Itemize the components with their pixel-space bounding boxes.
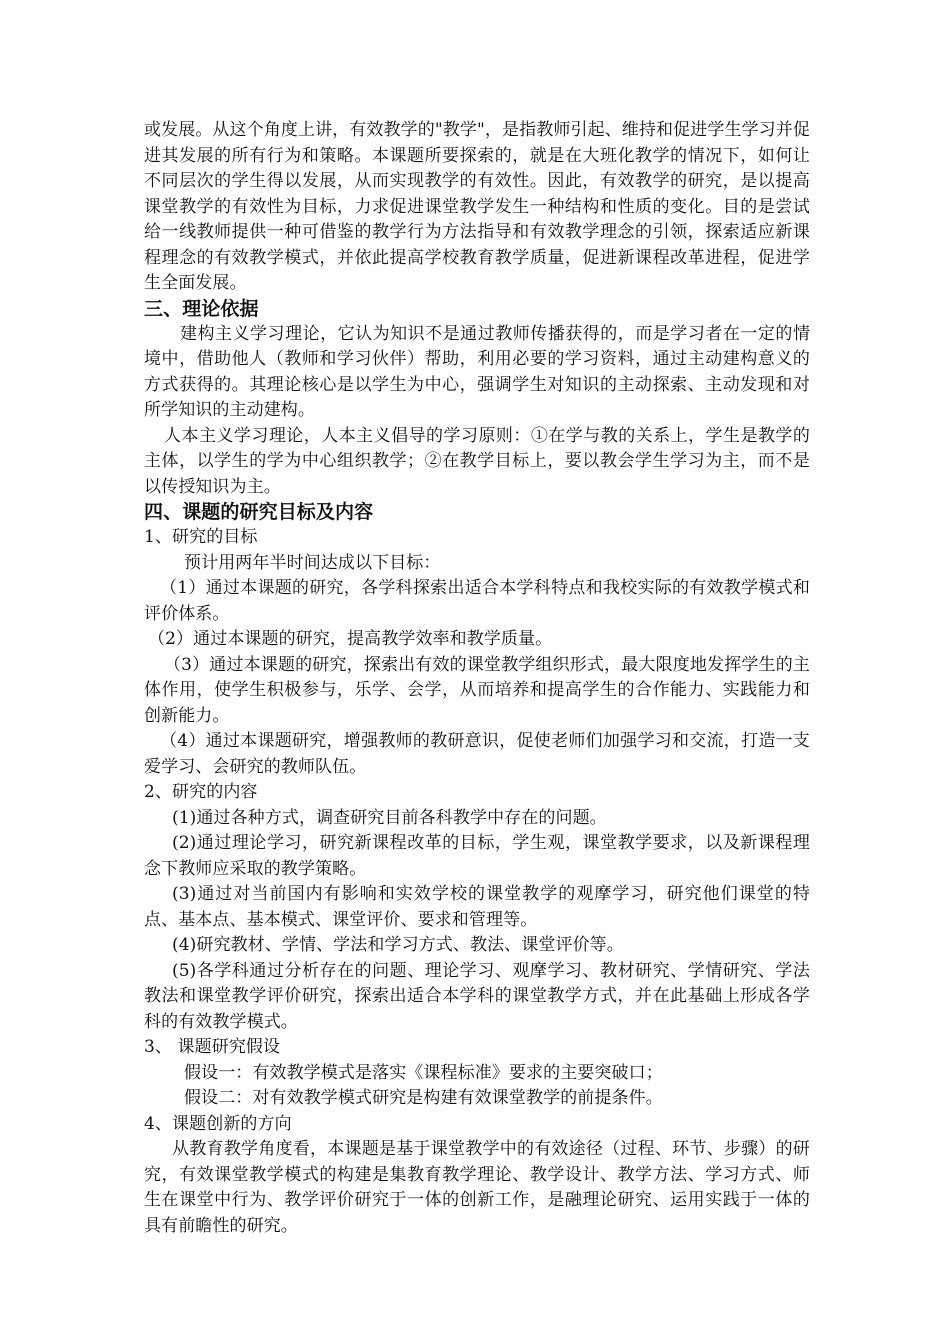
content-item: (3)通过对当前国内有影响和实效学校的课堂教学的观摩学习，研究他们课堂的特点、基本点、基本模式、课堂评价、要求和管理等。	[144, 884, 810, 930]
content-item: (1)通过各种方式，调查研究目前各科教学中存在的问题。	[172, 807, 607, 828]
hypothesis-item: 假设一：有效教学模式是落实《课程标准》要求的主要突破口；	[184, 1062, 663, 1083]
subsection-title-content: 2、研究的内容	[144, 782, 258, 802]
subsection-title-goals: 1、研究的目标	[144, 527, 258, 547]
innovation-paragraph: 从教育教学角度看，本课题是基于课堂教学中的有效途径（过程、环节、步骤）的研究，有效课堂教学模式的构建是集教育教学理论、教学设计、教学方法、学习方式、师生在课堂中行为、教学评价研究于一体的创新工作，是融理论研究、运用实践于一体的具有前瞻性的研究。	[144, 1139, 810, 1236]
content-item: (2)通过理论学习，研究新课程改革的目标，学生观，课堂教学要求，以及新课程理念下教师应采取的教学策略。	[144, 833, 810, 879]
subsection-title-innovation: 4、课题创新的方向	[144, 1113, 292, 1134]
theory-paragraph-constructivism: 建构主义学习理论，它认为知识不是通过教师传播获得的，而是学习者在一定的情境中，借助他人（教师和学习伙伴）帮助，利用必要的学习资料，通过主动建构意义的方式获得的。其理论核心是以学生为中心，强调学生对知识的主动探索、主动发现和对所学知识的主动建构。	[144, 323, 810, 420]
section-heading-goals: 四、课题的研究目标及内容	[144, 501, 374, 523]
goals-intro: 预计用两年半时间达成以下目标：	[184, 552, 441, 573]
theory-paragraph-humanism: 人本主义学习理论，人本主义倡导的学习原则：①在学与教的关系上，学生是教学的主体，以学生的学为中心组织教学；②在教学目标上，要以教会学生学习为主，而不是以传授知识为主。	[144, 425, 810, 497]
section-heading-theory: 三、理论依据	[144, 297, 259, 320]
hypothesis-item: 假设二：对有效教学模式研究是构建有效课堂教学的前提条件。	[184, 1088, 663, 1108]
content-item: (4)研究教材、学情、学法和学习方式、教法、课堂评价等。	[172, 935, 624, 955]
goal-item: （4）通过本课题研究，增强教师的教研意识，促使老师们加强学习和交流，打造一支爱学习、会研究的教师队伍。	[144, 731, 810, 777]
goal-item: （3）通过本课题的研究，探索出有效的课堂教学组织形式，最大限度地发挥学生的主体作用，使学生积极参与，乐学、会学，从而培养和提高学生的合作能力、实践能力和创新能力。	[144, 654, 810, 726]
content-item: (5)各学科通过分析存在的问题、理论学习、观摩学习、教材研究、学情研究、学法教法和课堂教学评价研究，探索出适合本学科的课堂教学方式，并在此基础上形成各学科的有效教学模式。	[144, 960, 810, 1032]
goal-item: （2）通过本课题的研究，提高教学效率和教学质量。	[148, 629, 553, 649]
subsection-title-hypothesis: 3、 课题研究假设	[144, 1037, 281, 1057]
document-body	[144, 118, 810, 1239]
goal-item: （1）通过本课题的研究，各学科探索出适合本学科特点和我校实际的有效教学模式和评价体系。	[144, 578, 810, 624]
intro-paragraph: 或发展。从这个角度上讲，有效教学的"教学"，是指教师引起、维持和促进学生学习并促进其发展的所有行为和策略。本课题所要探索的，就是在大班化教学的情况下，如何让不同层次的学生得以发展，从而实现教学的有效性。因此，有效教学的研究，是以提高课堂教学的有效性为目标，力求促进课堂教学发生一种结构和性质的变化。目的是尝试给一线教师提供一种可借鉴的教学行为方法指导和有效教学理念的引领，探索适应新课程理念的有效教学模式，并依此提高学校教育教学质量，促进新课程改革进程，促进学生全面发展。	[144, 120, 810, 293]
